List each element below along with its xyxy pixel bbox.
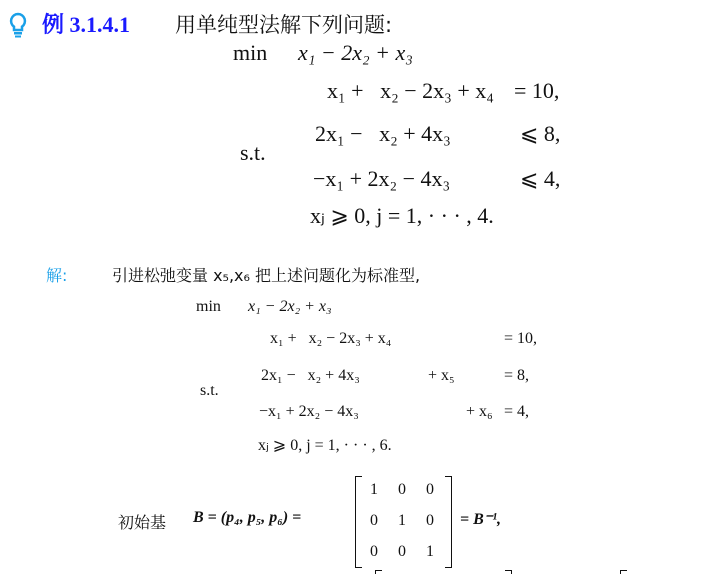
std-objective-expr: x₁ − 2x₂ + x₃: [248, 298, 332, 315]
constraint-3-lhs: −x₁ + 2x₂ − 4x₃: [313, 166, 451, 191]
std-constraint-3-rhs: = 4,: [504, 403, 530, 420]
std-constraint-3-lhs: −x₁ + 2x₂ − 4x₃: [259, 403, 359, 420]
example-label: 例 3.1.4.1: [42, 12, 131, 37]
basis-expr: B = (p₄, p₅, p₆) =: [193, 509, 302, 526]
std-constraint-3-slack: + x₆: [466, 403, 493, 420]
std-constraint-1-lhs: x₁ + x₂ − 2x₃ + x₄: [270, 330, 392, 347]
objective-expr: x₁ − 2x₂ + x₃: [298, 40, 413, 65]
example-title: 用单纯型法解下列问题:: [175, 13, 393, 37]
basis-label: 初始基: [118, 513, 167, 532]
matrix-cell: 0: [398, 481, 406, 498]
matrix-right-bracket: [445, 476, 452, 568]
matrix-left-bracket: [355, 476, 362, 568]
matrix-cell: 0: [370, 512, 378, 529]
nonneg-constraint: xⱼ ⩾ 0, j = 1, · · · , 4.: [310, 203, 494, 228]
st-label: s.t.: [240, 140, 266, 165]
matrix-cell: 0: [398, 543, 406, 560]
next-matrix-bracket: [505, 570, 512, 574]
solution-intro: 引进松弛变量 x₅,x₆ 把上述问题化为标准型,: [112, 266, 421, 285]
constraint-1-lhs: x₁ + x₂ − 2x₃ + x₄: [327, 78, 494, 103]
constraint-1-rhs: = 10,: [514, 78, 560, 103]
objective-keyword: min: [233, 40, 268, 65]
matrix-cell: 0: [370, 543, 378, 560]
std-constraint-1-rhs: = 10,: [504, 330, 538, 347]
constraint-3-rhs: ⩽ 4,: [520, 166, 561, 191]
std-constraint-2-lhs: 2x₁ − x₂ + 4x₃: [261, 367, 360, 384]
next-matrix-bracket: [375, 570, 382, 574]
matrix-cell: 1: [426, 543, 434, 560]
lightbulb-icon: [8, 12, 28, 38]
std-objective-keyword: min: [196, 298, 221, 315]
std-constraint-2-rhs: = 8,: [504, 367, 530, 384]
matrix-cell: 0: [426, 481, 434, 498]
matrix-cell: 0: [426, 512, 434, 529]
matrix-cell: 1: [398, 512, 406, 529]
solution-label: 解:: [46, 266, 68, 285]
next-matrix-bracket: [620, 570, 627, 574]
constraint-2-rhs: ⩽ 8,: [520, 121, 561, 146]
std-nonneg-constraint: xⱼ ⩾ 0, j = 1, · · · , 6.: [258, 437, 392, 454]
constraint-2-lhs: 2x₁ − x₂ + 4x₃: [315, 121, 451, 146]
matrix-cell: 1: [370, 481, 378, 498]
std-constraint-2-slack: + x₅: [428, 367, 455, 384]
basis-inverse: = B⁻¹,: [460, 511, 502, 528]
std-st-label: s.t.: [200, 382, 219, 399]
